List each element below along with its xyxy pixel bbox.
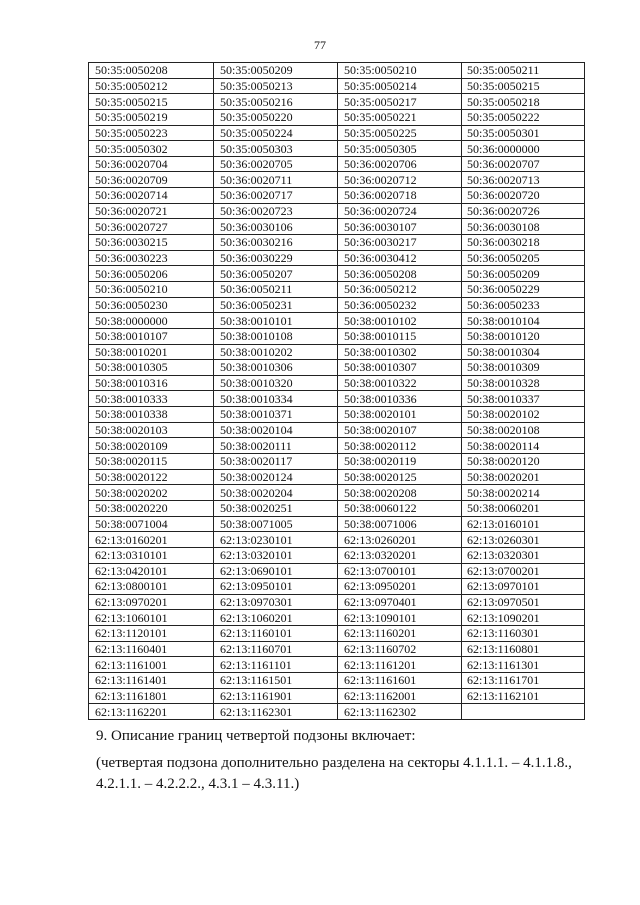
table-cell: 50:38:0020251 (214, 500, 338, 516)
table-cell: 50:38:0010120 (462, 328, 585, 344)
table-cell: 50:36:0050231 (214, 297, 338, 313)
table-cell: 50:38:0020214 (462, 485, 585, 501)
table-row (89, 172, 585, 188)
table-cell: 50:38:0020115 (89, 454, 214, 470)
table-cell: 50:36:0020724 (338, 203, 462, 219)
table-cell: 50:38:0020111 (214, 438, 338, 454)
section-note (96, 753, 596, 795)
table-cell: 50:38:0060122 (338, 500, 462, 516)
table-cell: 50:36:0020717 (214, 188, 338, 204)
section-note-line: 4.2.1.1. – 4.2.2.2., 4.3.1 – 4.3.11.) (96, 776, 300, 792)
table-cell: 50:38:0020102 (462, 407, 585, 423)
table-cell: 50:36:0050233 (462, 297, 585, 313)
table-cell: 62:13:1161001 (89, 657, 214, 673)
table-cell: 62:13:1160702 (338, 641, 462, 657)
table-cell: 50:36:0050209 (462, 266, 585, 282)
table-cell: 62:13:0160101 (462, 516, 585, 532)
table-cell: 50:38:0010316 (89, 375, 214, 391)
table-row (89, 422, 585, 438)
table-cell: 50:38:0020202 (89, 485, 214, 501)
table-row (89, 281, 585, 297)
table-cell: 50:38:0010302 (338, 344, 462, 360)
table-row (89, 141, 585, 157)
table-cell: 62:13:1161701 (462, 672, 585, 688)
table-cell: 50:36:0020714 (89, 188, 214, 204)
table-cell: 62:13:1160701 (214, 641, 338, 657)
table-cell: 50:35:0050223 (89, 125, 214, 141)
table-cell: 50:36:0050205 (462, 250, 585, 266)
table-cell: 62:13:0970201 (89, 594, 214, 610)
table-cell: 50:38:0071005 (214, 516, 338, 532)
table-cell: 50:36:0020726 (462, 203, 585, 219)
table-cell: 62:13:1090201 (462, 610, 585, 626)
table-cell: 50:38:0010107 (89, 328, 214, 344)
table-cell: 50:35:0050208 (89, 63, 214, 79)
table-cell: 62:13:1160201 (338, 626, 462, 642)
table-cell: 50:38:0010115 (338, 328, 462, 344)
table-row (89, 500, 585, 516)
table-cell: 50:36:0020721 (89, 203, 214, 219)
table-row (89, 313, 585, 329)
table-cell: 50:38:0020104 (214, 422, 338, 438)
table-row (89, 657, 585, 673)
table-cell: 62:13:1060201 (214, 610, 338, 626)
table-cell: 50:36:0020705 (214, 156, 338, 172)
table-cell: 50:36:0020711 (214, 172, 338, 188)
table-cell: 50:36:0020707 (462, 156, 585, 172)
table-cell: 50:38:0010337 (462, 391, 585, 407)
table-row (89, 266, 585, 282)
table-cell: 62:13:1090101 (338, 610, 462, 626)
page-number: 77 (314, 38, 326, 52)
table-cell: 62:13:1161201 (338, 657, 462, 673)
table-cell: 50:38:0020120 (462, 454, 585, 470)
table-cell: 62:13:1161501 (214, 672, 338, 688)
table-row (89, 375, 585, 391)
table-cell: 50:38:0020101 (338, 407, 462, 423)
table-cell: 50:38:0020107 (338, 422, 462, 438)
table-cell: 50:36:0030108 (462, 219, 585, 235)
table-cell: 62:13:0970401 (338, 594, 462, 610)
table-cell: 50:38:0010201 (89, 344, 214, 360)
table-cell: 62:13:0690101 (214, 563, 338, 579)
section-note-line: (четвертая подзона дополнительно разделена на секторы 4.1.1.1. – 4.1.1.8., (96, 755, 572, 771)
table-cell: 50:35:0050303 (214, 141, 338, 157)
table-row (89, 188, 585, 204)
table-cell: 50:35:0050219 (89, 109, 214, 125)
table-cell: 62:13:1161901 (214, 688, 338, 704)
table-cell: 62:13:1160301 (462, 626, 585, 642)
table-cell: 50:38:0010102 (338, 313, 462, 329)
table-row (89, 547, 585, 563)
table-row (89, 391, 585, 407)
table-row (89, 579, 585, 595)
table-cell: 62:13:1161401 (89, 672, 214, 688)
table-cell: 50:36:0050232 (338, 297, 462, 313)
table-cell: 50:36:0030229 (214, 250, 338, 266)
table-row (89, 203, 585, 219)
table-row (89, 485, 585, 501)
table-cell: 50:36:0050229 (462, 281, 585, 297)
table-cell: 50:36:0050212 (338, 281, 462, 297)
table-cell: 62:13:0970301 (214, 594, 338, 610)
table-row (89, 235, 585, 251)
table-cell: 50:38:0020220 (89, 500, 214, 516)
table-cell: 50:36:0050207 (214, 266, 338, 282)
cadastral-numbers-table (88, 62, 585, 720)
table-cell: 62:13:0230101 (214, 532, 338, 548)
table-row (89, 532, 585, 548)
table-cell: 50:35:0050210 (338, 63, 462, 79)
table-cell: 62:13:0970501 (462, 594, 585, 610)
table-cell: 50:38:0020124 (214, 469, 338, 485)
table-cell: 50:35:0050225 (338, 125, 462, 141)
table-cell: 50:38:0071006 (338, 516, 462, 532)
table-cell: 50:38:0020103 (89, 422, 214, 438)
table-row (89, 610, 585, 626)
table-cell: 62:13:0950201 (338, 579, 462, 595)
table-row (89, 672, 585, 688)
table-cell: 50:38:0020108 (462, 422, 585, 438)
table-cell: 62:13:0950101 (214, 579, 338, 595)
table-cell: 50:36:0020712 (338, 172, 462, 188)
table-cell: 50:36:0020704 (89, 156, 214, 172)
table-cell: 50:35:0050221 (338, 109, 462, 125)
table-row (89, 94, 585, 110)
table-cell: 50:35:0050218 (462, 94, 585, 110)
table-cell: 50:38:0010202 (214, 344, 338, 360)
table-cell: 62:13:1161301 (462, 657, 585, 673)
table-cell: 50:38:0020204 (214, 485, 338, 501)
table-cell: 50:38:0010328 (462, 375, 585, 391)
table-cell: 50:38:0010371 (214, 407, 338, 423)
table-cell: 50:38:0010104 (462, 313, 585, 329)
table-row (89, 344, 585, 360)
table-cell: 50:35:0050213 (214, 78, 338, 94)
table-cell: 50:38:0010320 (214, 375, 338, 391)
table-cell: 50:38:0010304 (462, 344, 585, 360)
table-row (89, 407, 585, 423)
table-cell: 50:35:0050216 (214, 94, 338, 110)
table-cell: 62:13:1161101 (214, 657, 338, 673)
table-cell: 50:35:0050220 (214, 109, 338, 125)
table-cell: 50:38:0010309 (462, 360, 585, 376)
table-cell: 50:38:0060201 (462, 500, 585, 516)
table-row (89, 438, 585, 454)
table-cell: 50:36:0020713 (462, 172, 585, 188)
table-cell: 50:36:0030107 (338, 219, 462, 235)
table-cell: 50:38:0020125 (338, 469, 462, 485)
section-title: 9. Описание границ четвертой подзоны включает: (96, 728, 416, 744)
table-cell: 50:35:0050214 (338, 78, 462, 94)
table-cell: 50:35:0050209 (214, 63, 338, 79)
table-cell: 50:36:0050210 (89, 281, 214, 297)
table-cell: 62:13:1160801 (462, 641, 585, 657)
table-cell: 50:36:0020720 (462, 188, 585, 204)
table-row (89, 250, 585, 266)
table-row (89, 360, 585, 376)
table-row (89, 641, 585, 657)
table-cell: 50:38:0020117 (214, 454, 338, 470)
table-cell: 62:13:0260201 (338, 532, 462, 548)
table-row (89, 469, 585, 485)
table-cell (462, 704, 585, 720)
table-row (89, 125, 585, 141)
table-cell: 50:38:0010305 (89, 360, 214, 376)
table-cell: 62:13:0700201 (462, 563, 585, 579)
table-row (89, 109, 585, 125)
table-row (89, 516, 585, 532)
table-cell: 62:13:1160401 (89, 641, 214, 657)
table-cell: 50:36:0020723 (214, 203, 338, 219)
table-cell: 50:38:0010336 (338, 391, 462, 407)
table-cell: 50:38:0020114 (462, 438, 585, 454)
table-cell: 62:13:1162101 (462, 688, 585, 704)
table-row (89, 78, 585, 94)
table-cell: 62:13:0970101 (462, 579, 585, 595)
table-cell: 50:35:0050215 (462, 78, 585, 94)
table-cell: 62:13:1161601 (338, 672, 462, 688)
table-cell: 50:35:0050301 (462, 125, 585, 141)
table-cell: 62:13:1160101 (214, 626, 338, 642)
table-cell: 50:36:0030217 (338, 235, 462, 251)
table-cell: 62:13:1162201 (89, 704, 214, 720)
table-cell: 50:35:0050305 (338, 141, 462, 157)
table-cell: 50:36:0020709 (89, 172, 214, 188)
table-cell: 50:38:0010108 (214, 328, 338, 344)
table-cell: 50:38:0020201 (462, 469, 585, 485)
table-cell: 50:36:0030223 (89, 250, 214, 266)
table-cell: 50:38:0010307 (338, 360, 462, 376)
table-cell: 50:38:0020119 (338, 454, 462, 470)
table-cell: 50:36:0050211 (214, 281, 338, 297)
table-cell: 50:38:0010101 (214, 313, 338, 329)
table-cell: 50:35:0050211 (462, 63, 585, 79)
table-cell: 50:36:0030218 (462, 235, 585, 251)
table-cell: 50:36:0020706 (338, 156, 462, 172)
table-cell: 62:13:0320301 (462, 547, 585, 563)
table-cell: 50:36:0030216 (214, 235, 338, 251)
table-cell: 50:36:0020727 (89, 219, 214, 235)
table-cell: 62:13:1120101 (89, 626, 214, 642)
table-row (89, 156, 585, 172)
table-cell: 50:35:0050217 (338, 94, 462, 110)
table-cell: 50:38:0000000 (89, 313, 214, 329)
table-cell: 50:38:0010338 (89, 407, 214, 423)
section-9 (96, 728, 596, 795)
table-cell: 50:36:0030412 (338, 250, 462, 266)
table-cell: 50:38:0010333 (89, 391, 214, 407)
table-cell: 50:38:0010322 (338, 375, 462, 391)
table-cell: 62:13:0260301 (462, 532, 585, 548)
table-cell: 50:36:0050208 (338, 266, 462, 282)
table-body (89, 63, 585, 720)
table-row (89, 297, 585, 313)
table-row (89, 626, 585, 642)
table-cell: 50:35:0050224 (214, 125, 338, 141)
table-cell: 50:35:0050302 (89, 141, 214, 157)
table-cell: 62:13:1162301 (214, 704, 338, 720)
table-cell: 50:38:0020109 (89, 438, 214, 454)
table-cell: 50:36:0050230 (89, 297, 214, 313)
table-cell: 50:36:0050206 (89, 266, 214, 282)
table-row (89, 594, 585, 610)
table-cell: 62:13:0420101 (89, 563, 214, 579)
table-row (89, 704, 585, 720)
table-cell: 50:35:0050212 (89, 78, 214, 94)
table-row (89, 63, 585, 79)
table-cell: 50:35:0050215 (89, 94, 214, 110)
table-cell: 50:38:0020112 (338, 438, 462, 454)
table-cell: 50:36:0030106 (214, 219, 338, 235)
table-cell: 50:38:0010306 (214, 360, 338, 376)
table-row (89, 688, 585, 704)
table-cell: 50:38:0020208 (338, 485, 462, 501)
table-cell: 62:13:1060101 (89, 610, 214, 626)
table-cell: 62:13:1162001 (338, 688, 462, 704)
table-cell: 50:38:0020122 (89, 469, 214, 485)
table-cell: 50:36:0020718 (338, 188, 462, 204)
table-cell: 62:13:0320101 (214, 547, 338, 563)
table-cell: 50:36:0000000 (462, 141, 585, 157)
table-row (89, 328, 585, 344)
table-cell: 62:13:1162302 (338, 704, 462, 720)
table-cell: 62:13:0160201 (89, 532, 214, 548)
table-cell: 50:38:0010334 (214, 391, 338, 407)
table-cell: 62:13:0800101 (89, 579, 214, 595)
table-cell: 62:13:0700101 (338, 563, 462, 579)
table-cell: 50:35:0050222 (462, 109, 585, 125)
table-cell: 50:36:0030215 (89, 235, 214, 251)
table-cell: 50:38:0071004 (89, 516, 214, 532)
table-row (89, 454, 585, 470)
table-row (89, 563, 585, 579)
table-cell: 62:13:1161801 (89, 688, 214, 704)
table-cell: 62:13:0310101 (89, 547, 214, 563)
table-row (89, 219, 585, 235)
table-cell: 62:13:0320201 (338, 547, 462, 563)
